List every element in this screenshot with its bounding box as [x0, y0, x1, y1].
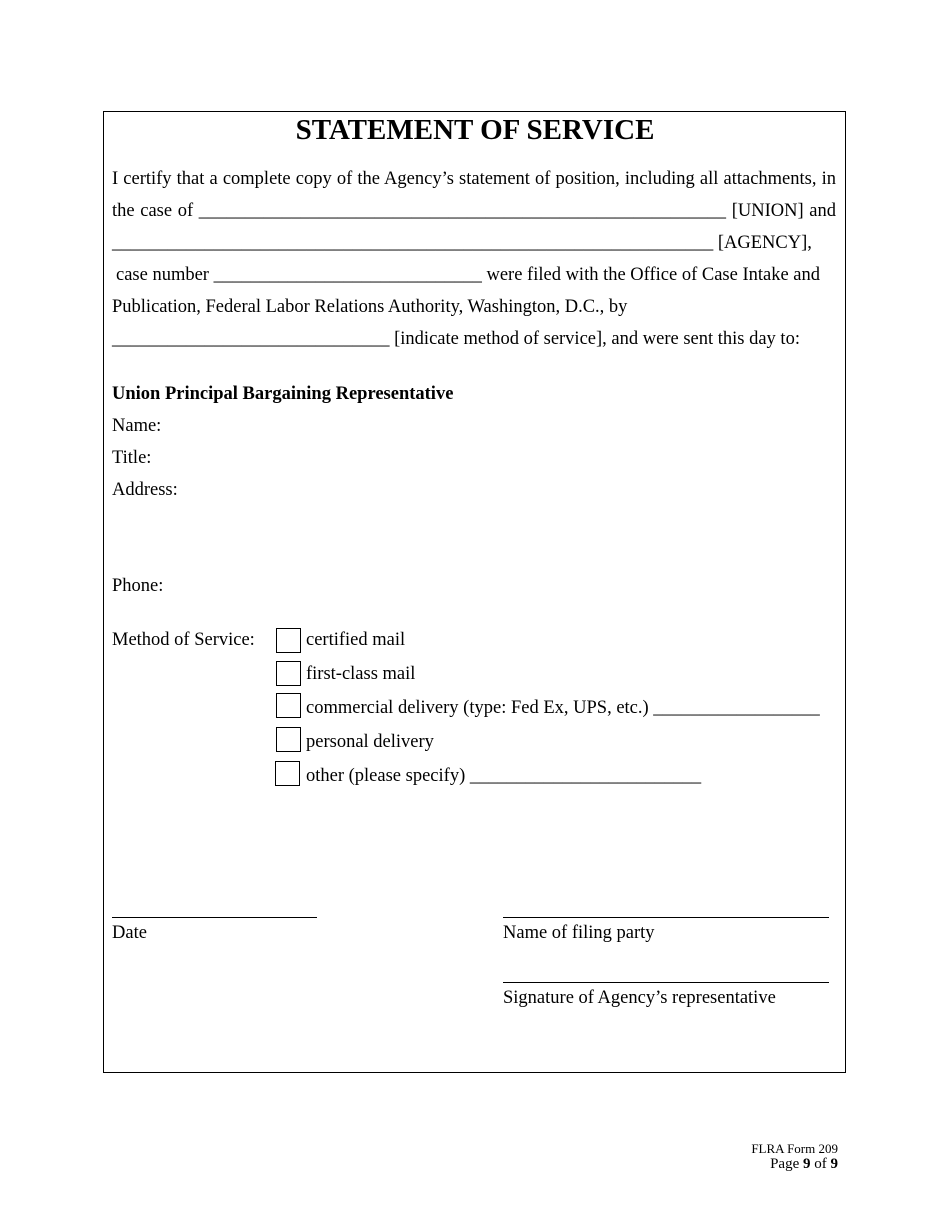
signature-line — [503, 982, 829, 983]
signature-label: Signature of Agency’s representative — [503, 988, 776, 1008]
other-checkbox[interactable] — [275, 761, 300, 786]
certification-line-1: I certify that a complete copy of the Agency’s statement of position, including all attachments, in — [112, 169, 836, 189]
certification-line-6: ______________________________ [indicate method of service], and were sent this day to: — [112, 329, 800, 349]
form-id: FLRA Form 209 — [751, 1141, 838, 1156]
page-current: 9 — [803, 1156, 811, 1172]
date-line — [112, 917, 317, 918]
date-label: Date — [112, 923, 147, 943]
certification-line-2: the case of _________________________________________________________ [UNION] and — [112, 201, 836, 221]
form-title: STATEMENT OF SERVICE — [295, 114, 655, 146]
commercial-delivery-label: commercial delivery (type: Fed Ex, UPS, etc.) __________________ — [306, 698, 820, 718]
recipient-heading: Union Principal Bargaining Representative — [112, 384, 454, 404]
first-class-mail-checkbox[interactable] — [276, 661, 301, 686]
address-label: Address: — [112, 480, 178, 500]
page-total: 9 — [830, 1156, 838, 1172]
method-of-service-label: Method of Service: — [112, 630, 255, 650]
page-of: of — [814, 1156, 827, 1172]
title-label: Title: — [112, 448, 152, 468]
certified-mail-label: certified mail — [306, 630, 406, 650]
certified-mail-checkbox[interactable] — [276, 628, 301, 653]
certification-line-5: Publication, Federal Labor Relations Authority, Washington, D.C., by — [112, 297, 628, 317]
form-border — [103, 111, 846, 1073]
filing-party-line — [503, 917, 829, 918]
page-word: Page — [770, 1156, 800, 1172]
page-number — [770, 1155, 838, 1173]
name-label: Name: — [112, 416, 162, 436]
personal-delivery-checkbox[interactable] — [276, 727, 301, 752]
personal-delivery-label: personal delivery — [306, 732, 434, 752]
commercial-delivery-checkbox[interactable] — [276, 693, 301, 718]
first-class-mail-label: first-class mail — [306, 664, 416, 684]
other-label: other (please specify) _________________________ — [306, 766, 702, 786]
certification-line-3: _________________________________________________________________ [AGENCY], — [112, 233, 812, 253]
filing-party-label: Name of filing party — [503, 923, 655, 943]
certification-line-4: case number _____________________________ were filed with the Office of Case Intake and — [116, 265, 821, 285]
phone-label: Phone: — [112, 576, 164, 596]
